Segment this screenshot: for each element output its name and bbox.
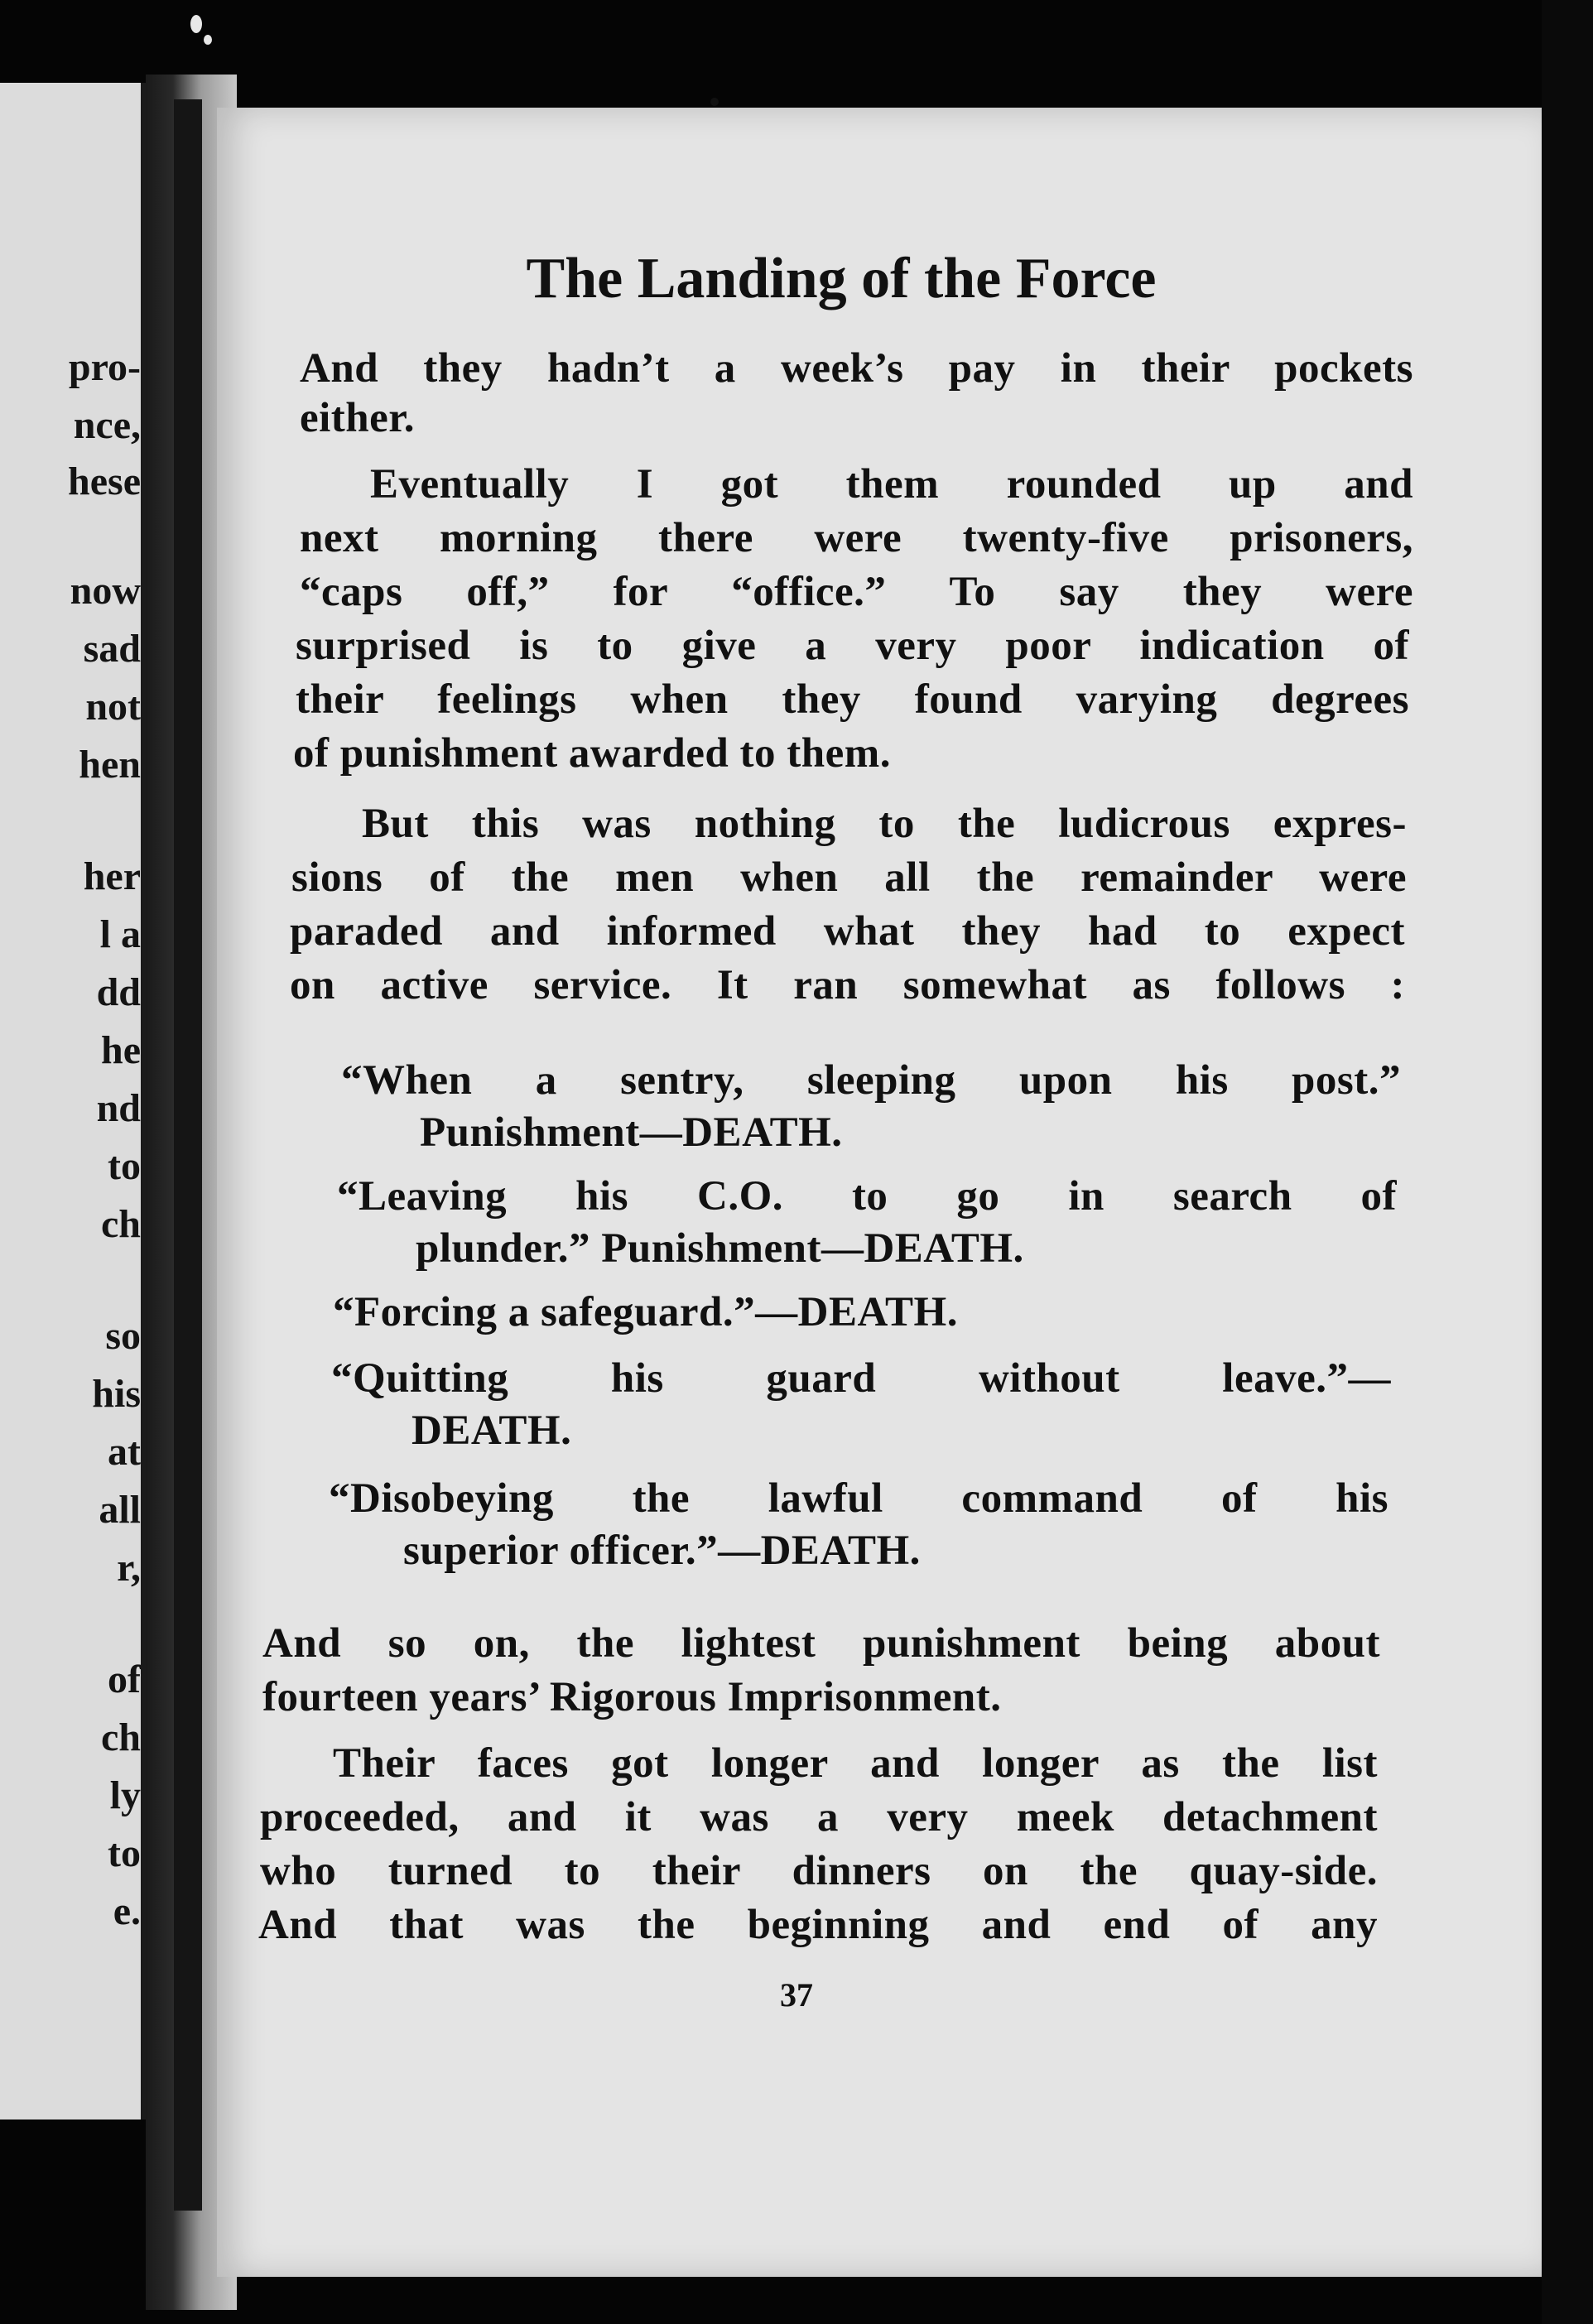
text-line: And so on, the lightest punishment being about [262, 1620, 1380, 1667]
left-fragment: to [108, 1831, 141, 1875]
list-item-line: superior officer.”—DEATH. [403, 1528, 921, 1574]
book-page [217, 108, 1542, 2277]
left-fragment: r, [117, 1546, 141, 1590]
text-line: paraded and informed what they had to expect [290, 908, 1405, 955]
scan-speck [190, 15, 202, 33]
list-item-line: “Quitting his guard without leave.”— [331, 1355, 1391, 1402]
list-item-line: DEATH. [411, 1407, 572, 1454]
list-item-line: “Forcing a safeguard.”—DEATH. [333, 1289, 958, 1335]
left-fragment: her [83, 854, 141, 898]
left-fragment: ch [101, 1715, 141, 1759]
text-line: surprised is to give a very poor indication of [296, 623, 1409, 669]
left-fragment: l a [99, 912, 141, 956]
list-item-line: “Disobeying the lawful command of his [329, 1475, 1388, 1522]
list-item-line: “Leaving his C.O. to go in search of [337, 1173, 1397, 1220]
text-line: But this was nothing to the ludicrous expres- [362, 801, 1407, 847]
left-fragment: pro- [68, 345, 141, 389]
text-line: sions of the men when all the remainder were [291, 854, 1407, 901]
binding-shadow [174, 99, 202, 2211]
scan-speck [204, 35, 212, 45]
scan-border [1542, 0, 1593, 2324]
text-line: either. [300, 395, 415, 441]
left-fragment: not [85, 685, 141, 729]
left-fragment: sad [83, 627, 141, 671]
left-fragment: to [108, 1144, 141, 1188]
page-body [217, 108, 1542, 2277]
list-item-line: Punishment—DEATH. [420, 1109, 843, 1156]
text-line: next morning there were twenty-five prisoners, [300, 515, 1413, 561]
left-fragment: ch [101, 1202, 141, 1246]
page-title: The Landing of the Force [526, 247, 1157, 310]
left-fragment: dd [96, 970, 141, 1014]
text-line: of punishment awarded to them. [293, 730, 891, 777]
left-fragment: ly [109, 1773, 141, 1817]
text-line: “caps off,” for “office.” To say they were [300, 569, 1413, 615]
text-line: who turned to their dinners on the quay-side. [260, 1848, 1378, 1894]
text-line: And they hadn’t a week’s pay in their pockets [300, 345, 1413, 392]
text-line: their feelings when they found varying degrees [296, 676, 1409, 723]
left-fragment: hese [68, 460, 141, 503]
list-item-line: plunder.” Punishment—DEATH. [416, 1225, 1024, 1272]
left-fragment: so [105, 1314, 141, 1358]
list-item-line: “When a sentry, sleeping upon his post.” [341, 1057, 1401, 1104]
text-line: Eventually I got them rounded up and [370, 461, 1413, 508]
text-line: fourteen years’ Rigorous Imprisonment. [262, 1674, 1002, 1720]
previous-page-fragment [0, 83, 146, 2120]
scan-speck [710, 98, 719, 106]
page-number: 37 [780, 1976, 813, 2014]
left-fragment: nce, [73, 403, 141, 447]
left-fragment: all [99, 1488, 141, 1532]
text-line: on active service. It ran somewhat as follows : [290, 962, 1405, 1008]
text-line: And that was the beginning and end of any [258, 1902, 1378, 1948]
left-fragment: now [70, 569, 141, 613]
left-fragment: e. [113, 1889, 141, 1933]
text-line: Their faces got longer and longer as the list [333, 1740, 1378, 1787]
left-fragment: hen [79, 743, 141, 787]
left-fragment: his [92, 1372, 141, 1416]
left-fragment: of [108, 1658, 141, 1701]
left-fragment: at [108, 1430, 141, 1474]
left-fragment: he [101, 1028, 141, 1072]
left-fragment: nd [96, 1086, 141, 1130]
text-line: proceeded, and it was a very meek detachment [260, 1794, 1378, 1840]
